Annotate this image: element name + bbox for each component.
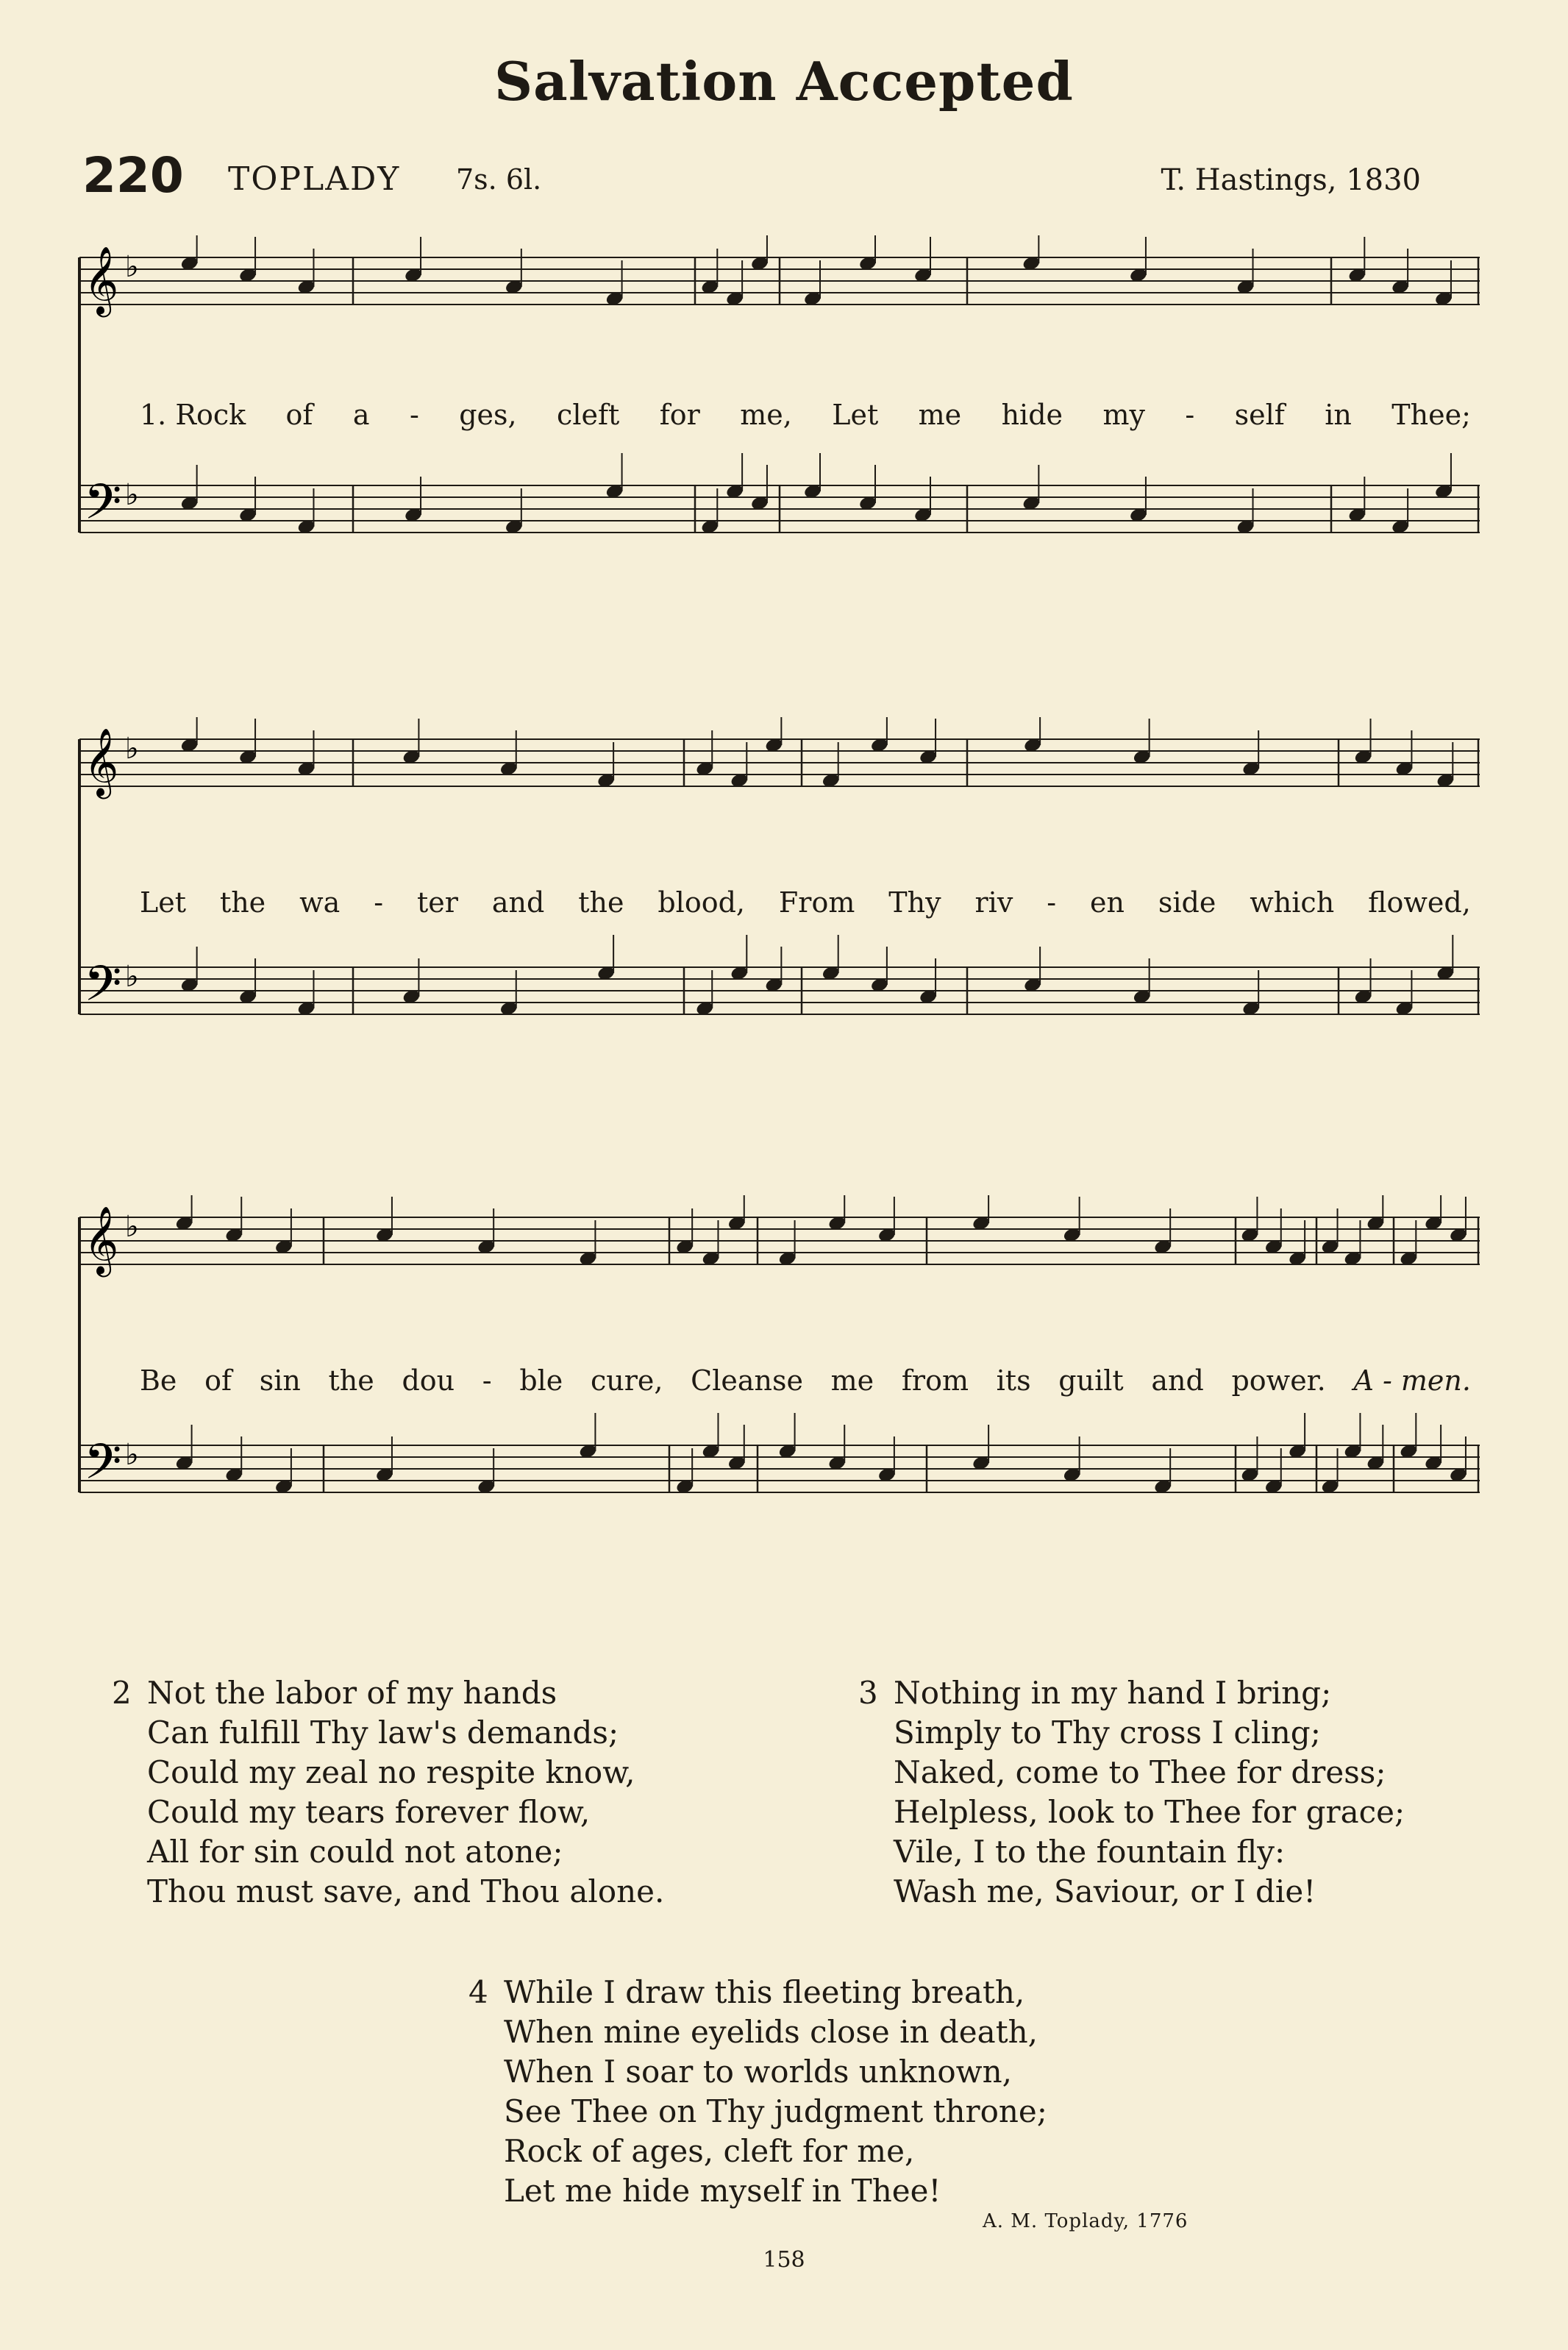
lyric-syllable: guilt — [1058, 1364, 1124, 1397]
lyric-syllable: 1. Rock — [140, 399, 246, 431]
stanza-line: Thou must save, and Thou alone. — [147, 1873, 665, 1909]
stanza-line: Nothing in my hand I bring; — [894, 1675, 1332, 1711]
stanza-number: 3 — [858, 1675, 878, 1711]
lyric-syllable: - — [374, 886, 384, 919]
lyric-syllable: self — [1234, 399, 1285, 431]
stanza-2 — [112, 1673, 665, 1912]
meter: 7s. 6l. — [456, 163, 542, 196]
stanza-line: Naked, come to Thee for dress; — [894, 1754, 1386, 1790]
page-title: Salvation Accepted — [494, 50, 1074, 113]
lyric-syllable: ble — [519, 1364, 563, 1397]
lyric-syllable: me, — [740, 399, 792, 431]
stanza-line: Vile, I to the fountain fly: — [894, 1834, 1286, 1870]
lyric-syllable: from — [901, 1364, 969, 1397]
lyric-syllable: me — [830, 1364, 874, 1397]
lyric-syllable: Thee; — [1391, 399, 1471, 431]
treble-clef-icon: 𝄞 — [84, 727, 119, 796]
hymn-number: 220 — [82, 147, 184, 204]
stanza-number: 4 — [468, 1974, 488, 2010]
lyric-line-2 — [74, 886, 1486, 919]
lyric-syllable: cure, — [590, 1364, 663, 1397]
stanza-line: Can fulfill Thy law's demands; — [147, 1715, 619, 1751]
lyric-syllable: for — [659, 399, 700, 431]
bass-clef-icon: 𝄢 — [84, 1434, 122, 1502]
lyric-syllable: in — [1325, 399, 1352, 431]
bass-clef-icon: 𝄢 — [84, 955, 122, 1024]
flat-icon: ♭ — [125, 250, 139, 284]
lyric-syllable: cleft — [557, 399, 620, 431]
lyric-syllable: en — [1090, 886, 1125, 919]
stanza-line: Let me hide myself in Thee! — [504, 2173, 941, 2209]
stanza-4 — [468, 1973, 1047, 2211]
author-credit: A. M. Toplady, 1776 — [983, 2210, 1189, 2232]
lyric-syllable: hide — [1001, 399, 1063, 431]
lyric-syllable: flowed, — [1368, 886, 1471, 919]
stanza-number: 2 — [112, 1675, 132, 1711]
stanza-line: All for sin could not atone; — [147, 1834, 563, 1870]
treble-clef-icon: 𝄞 — [84, 1206, 119, 1274]
stanza-line: Helpless, look to Thee for grace; — [894, 1794, 1405, 1830]
lyric-syllable: a — [352, 399, 370, 431]
lyric-syllable: dou — [402, 1364, 455, 1397]
lyric-line-1 — [74, 399, 1486, 431]
lyric-syllable: sin — [259, 1364, 301, 1397]
lyric-syllable: blood, — [658, 886, 745, 919]
lyric-syllable: the — [328, 1364, 374, 1397]
lyric-syllable: ges, — [459, 399, 517, 431]
flat-icon: ♭ — [125, 960, 139, 994]
lyric-syllable: From — [778, 886, 855, 919]
lyric-syllable: Thy — [888, 886, 941, 919]
music-system-1 — [74, 235, 1486, 603]
lyric-syllable: and — [1151, 1364, 1204, 1397]
music-system-2 — [74, 717, 1486, 1085]
stanza-line: Could my zeal no respite know, — [147, 1754, 635, 1790]
lyric-syllable: Be — [140, 1364, 177, 1397]
lyric-syllable: its — [996, 1364, 1031, 1397]
composer-credit: T. Hastings, 1830 — [1161, 163, 1421, 197]
lyric-syllable: - — [1047, 886, 1057, 919]
lyric-syllable: side — [1158, 886, 1216, 919]
lyric-syllable: of — [204, 1364, 232, 1397]
stanza-line: Rock of ages, cleft for me, — [504, 2133, 915, 2169]
lyric-syllable: wa — [299, 886, 341, 919]
music-system-3 — [74, 1195, 1486, 1563]
stanza-line: Not the labor of my hands — [147, 1675, 557, 1711]
page-number: 158 — [763, 2247, 805, 2273]
lyric-syllable: the — [219, 886, 266, 919]
flat-icon: ♭ — [125, 478, 139, 512]
treble-clef-icon: 𝄞 — [84, 246, 119, 314]
lyric-syllable: which — [1250, 886, 1335, 919]
lyric-syllable: Let — [832, 399, 879, 431]
lyric-syllable: - — [482, 1364, 492, 1397]
flat-icon: ♭ — [125, 1438, 139, 1472]
lyric-syllable: A - men. — [1353, 1364, 1471, 1397]
lyric-syllable: riv — [974, 886, 1013, 919]
lyric-line-3 — [74, 1364, 1486, 1397]
lyric-syllable: power. — [1231, 1364, 1326, 1397]
stanza-3 — [858, 1673, 1405, 1912]
lyric-syllable: Cleanse — [691, 1364, 803, 1397]
lyric-syllable: ter — [416, 886, 458, 919]
lyric-syllable: my — [1102, 399, 1145, 431]
tune-name: TOPLADY — [228, 160, 401, 198]
lyric-syllable: of — [285, 399, 313, 431]
stanza-line: When mine eyelids close in death, — [504, 2014, 1038, 2050]
stanza-line: When I soar to worlds unknown, — [504, 2054, 1013, 2090]
bass-clef-icon: 𝄢 — [84, 474, 122, 542]
stanza-line: Could my tears forever flow, — [147, 1794, 591, 1830]
flat-icon: ♭ — [125, 1210, 139, 1244]
lyric-syllable: the — [578, 886, 624, 919]
lyric-syllable: me — [918, 399, 962, 431]
lyric-syllable: and — [491, 886, 545, 919]
stanza-line: While I draw this fleeting breath, — [504, 1974, 1025, 2010]
lyric-syllable: - — [1185, 399, 1195, 431]
lyric-syllable: - — [409, 399, 419, 431]
flat-icon: ♭ — [125, 732, 139, 766]
stanza-line: Wash me, Saviour, or I die! — [894, 1873, 1316, 1909]
stanza-line: See Thee on Thy judgment throne; — [504, 2093, 1047, 2129]
stanza-line: Simply to Thy cross I cling; — [894, 1715, 1321, 1751]
lyric-syllable: Let — [140, 886, 186, 919]
